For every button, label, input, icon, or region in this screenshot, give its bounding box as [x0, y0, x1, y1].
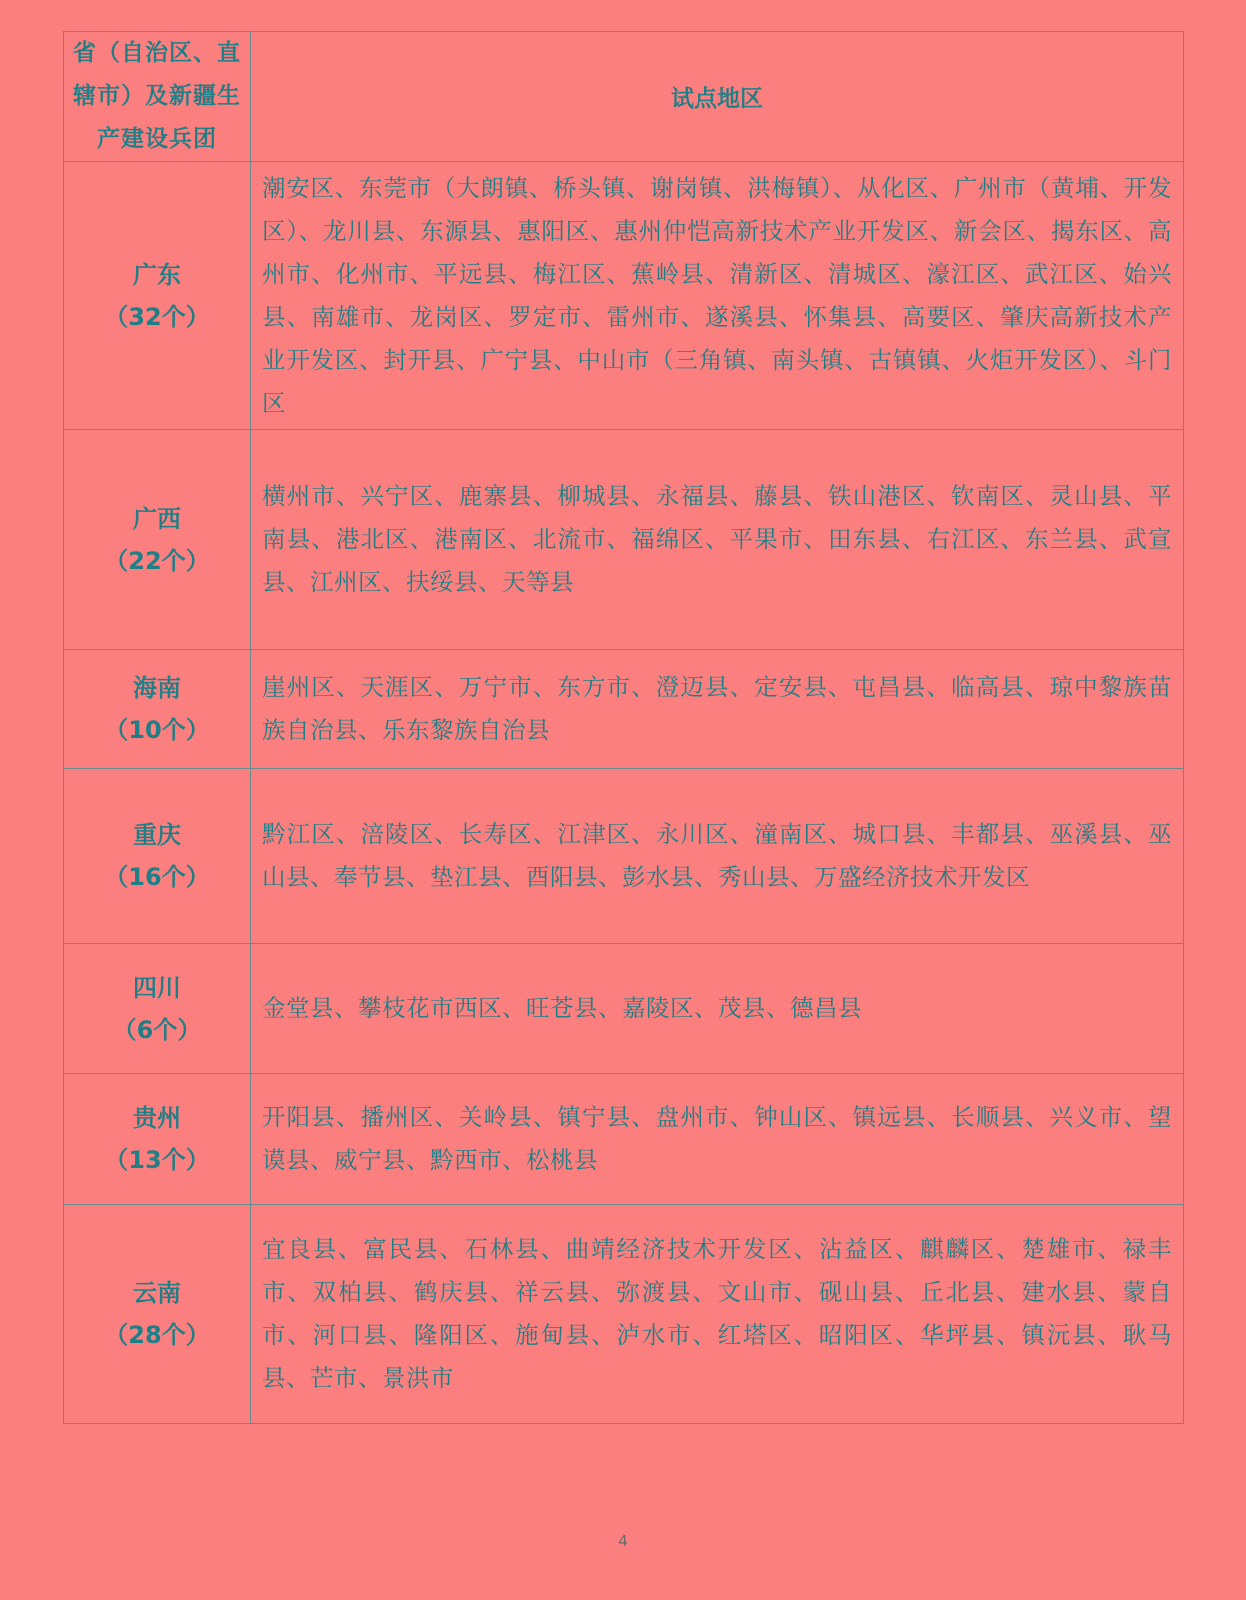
province-name: 四川	[133, 973, 181, 1002]
areas-cell: 黔江区、涪陵区、长寿区、江津区、永川区、潼南区、城口县、丰都县、巫溪县、巫山县、奉节县、垫江县、酉阳县、彭水县、秀山县、万盛经济技术开发区	[251, 769, 1184, 944]
province-cell	[64, 944, 251, 1074]
province-cell	[64, 1205, 251, 1424]
province-count: （13个）	[104, 1146, 210, 1174]
areas-cell: 开阳县、播州区、关岭县、镇宁县、盘州市、钟山区、镇远县、长顺县、兴义市、望谟县、威宁县、黔西市、松桃县	[251, 1074, 1184, 1205]
province-count: （28个）	[104, 1321, 210, 1349]
province-cell	[64, 162, 251, 430]
province-name: 海南	[133, 674, 181, 702]
areas-cell: 金堂县、攀枝花市西区、旺苍县、嘉陵区、茂县、德昌县	[251, 944, 1184, 1074]
areas-cell: 崖州区、天涯区、万宁市、东方市、澄迈县、定安县、屯昌县、临高县、琼中黎族苗族自治县、乐东黎族自治县	[251, 650, 1184, 769]
province-count: （22个）	[104, 546, 210, 575]
province-cell	[64, 769, 251, 944]
header-areas: 试点地区	[251, 32, 1184, 162]
province-count: （16个）	[104, 863, 210, 891]
province-cell	[64, 430, 251, 650]
table-row	[64, 769, 1184, 944]
province-cell	[64, 1074, 251, 1205]
province-cell	[64, 650, 251, 769]
province-name: 重庆	[133, 821, 181, 849]
province-name: 广东	[133, 260, 181, 289]
province-count: （10个）	[104, 716, 210, 744]
table-row	[64, 430, 1184, 650]
table-row	[64, 650, 1184, 769]
province-count: （6个）	[112, 1015, 202, 1044]
page-number: 4	[618, 1532, 628, 1550]
province-name: 广西	[133, 504, 181, 533]
areas-cell: 横州市、兴宁区、鹿寨县、柳城县、永福县、藤县、铁山港区、钦南区、灵山县、平南县、港北区、港南区、北流市、福绵区、平果市、田东县、右江区、东兰县、武宣县、江州区、扶绥县、天等县	[251, 430, 1184, 650]
province-name: 贵州	[133, 1104, 181, 1132]
table-row	[64, 162, 1184, 430]
areas-cell: 宜良县、富民县、石林县、曲靖经济技术开发区、沾益区、麒麟区、楚雄市、禄丰市、双柏县、鹤庆县、祥云县、弥渡县、文山市、砚山县、丘北县、建水县、蒙自市、河口县、隆阳区、施甸县、泸水市、红塔区、昭阳区、华坪县、镇沅县、耿马县、芒市、景洪市	[251, 1205, 1184, 1424]
table-row	[64, 944, 1184, 1074]
province-name: 云南	[133, 1279, 181, 1307]
header-province: 省（自治区、直辖市）及新疆生产建设兵团	[64, 32, 251, 162]
table-row	[64, 1205, 1184, 1424]
table-row	[64, 1074, 1184, 1205]
province-count: （32个）	[104, 302, 210, 331]
areas-cell: 潮安区、东莞市（大朗镇、桥头镇、谢岗镇、洪梅镇）、从化区、广州市（黄埔、开发区）、龙川县、东源县、惠阳区、惠州仲恺高新技术产业开发区、新会区、揭东区、高州市、化州市、平远县、梅江区、蕉岭县、清新区、清城区、濠江区、武江区、始兴县、南雄市、龙岗区、罗定市、雷州市、遂溪县、怀集县、高要区、肇庆高新技术产业开发区、封开县、广宁县、中山市（三角镇、南头镇、古镇镇、火炬开发区）、斗门区	[251, 162, 1184, 430]
table-header-row	[64, 32, 1184, 162]
pilot-areas-table	[63, 31, 1184, 1424]
